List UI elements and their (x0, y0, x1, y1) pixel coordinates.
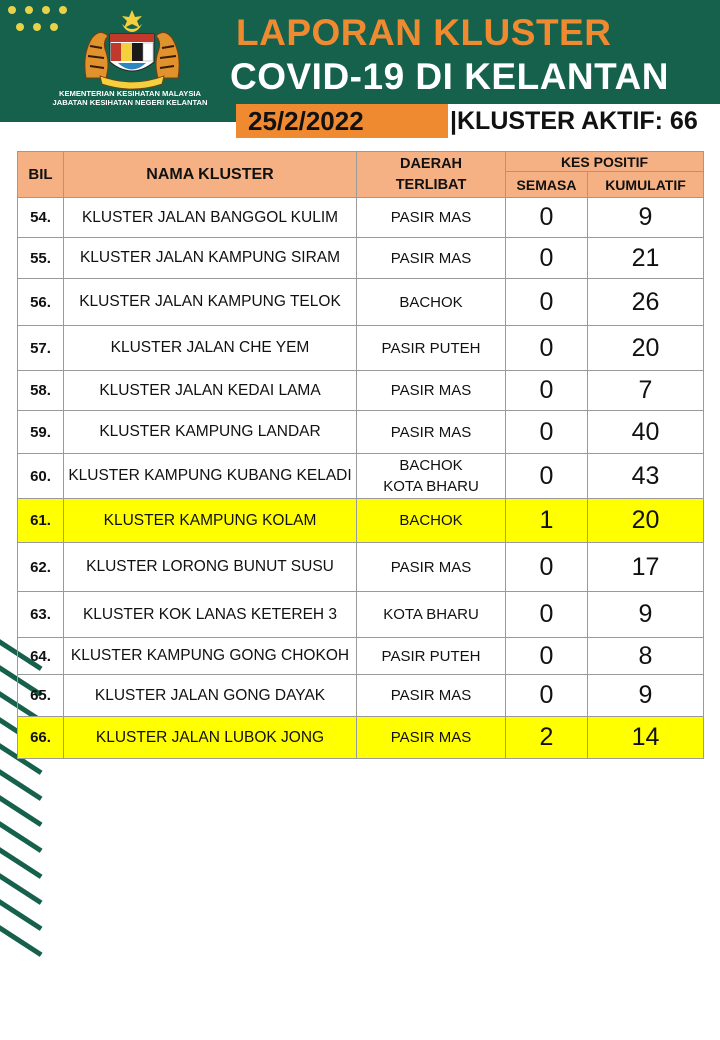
row-kumulatif: 43 (588, 454, 704, 499)
title-line-1: LAPORAN KLUSTER (236, 12, 612, 53)
table-row (18, 638, 704, 675)
row-district (357, 371, 506, 411)
row-semasa: 0 (506, 638, 588, 675)
row-semasa: 0 (506, 326, 588, 371)
row-district (357, 592, 506, 638)
row-cluster-name: KLUSTER JALAN CHE YEM (64, 326, 357, 371)
district-name: PASIR MAS (390, 249, 472, 267)
district-name: PASIR MAS (390, 558, 472, 576)
row-cluster-name: KLUSTER KAMPUNG KOLAM (64, 499, 357, 543)
row-district (357, 279, 506, 326)
row-district (357, 198, 506, 238)
district-name: PASIR MAS (390, 209, 472, 226)
row-district (357, 238, 506, 279)
agency-line-1: KEMENTERIAN KESIHATAN MALAYSIA (58, 89, 202, 98)
table-row (18, 411, 704, 454)
row-kumulatif: 9 (588, 592, 704, 638)
row-bil: 54. (18, 198, 64, 238)
row-district (357, 454, 506, 499)
row-kumulatif: 14 (588, 717, 704, 759)
row-semasa: 0 (506, 238, 588, 279)
header-daerah-line-2: TERLIBAT (395, 176, 467, 193)
title-line-2: COVID-19 DI KELANTAN (230, 56, 669, 97)
row-district (357, 675, 506, 717)
row-district (357, 717, 506, 759)
cluster-table-body (18, 198, 704, 759)
district-name: BACHOK (399, 293, 463, 311)
table-row (18, 454, 704, 499)
table-row (18, 543, 704, 592)
row-cluster-name: KLUSTER JALAN KEDAI LAMA (64, 371, 357, 411)
agency-name (30, 89, 230, 107)
row-bil: 61. (18, 499, 64, 543)
active-cluster-count: |KLUSTER AKTIF: 66 (448, 104, 720, 138)
row-kumulatif: 20 (588, 326, 704, 371)
row-bil: 60. (18, 454, 64, 499)
row-kumulatif: 26 (588, 279, 704, 326)
row-kumulatif: 40 (588, 411, 704, 454)
header-nama-kluster: NAMA KLUSTER (64, 152, 357, 198)
row-cluster-name: KLUSTER KOK LANAS KETEREH 3 (64, 592, 357, 638)
row-bil: 65. (18, 675, 64, 717)
row-bil: 55. (18, 238, 64, 279)
table-row (18, 279, 704, 326)
report-date: 25/2/2022 (236, 104, 448, 138)
table-row (18, 675, 704, 717)
district-name: PASIR PUTEH (381, 339, 481, 357)
row-cluster-name: KLUSTER KAMPUNG GONG CHOKOH (64, 638, 357, 675)
row-cluster-name: KLUSTER JALAN LUBOK JONG (64, 717, 357, 759)
table-row (18, 499, 704, 543)
row-semasa: 0 (506, 543, 588, 592)
agency-line-2: JABATAN KESIHATAN NEGERI KELANTAN (52, 98, 208, 107)
row-bil: 58. (18, 371, 64, 411)
row-bil: 63. (18, 592, 64, 638)
row-bil: 59. (18, 411, 64, 454)
row-district (357, 499, 506, 543)
row-semasa: 2 (506, 717, 588, 759)
district-name: PASIR MAS (390, 687, 472, 704)
table-row (18, 717, 704, 759)
row-bil: 57. (18, 326, 64, 371)
row-cluster-name: KLUSTER LORONG BUNUT SUSU (64, 543, 357, 592)
header-kumulatif: KUMULATIF (588, 172, 704, 198)
district-name: KOTA BHARU (383, 606, 479, 623)
row-bil: 62. (18, 543, 64, 592)
row-bil: 66. (18, 717, 64, 759)
row-kumulatif: 9 (588, 675, 704, 717)
row-semasa: 1 (506, 499, 588, 543)
table-row (18, 238, 704, 279)
district-name: BACHOK (399, 457, 463, 474)
district-name: BACHOK (399, 512, 463, 529)
row-semasa: 0 (506, 411, 588, 454)
district-name: PASIR MAS (390, 382, 472, 399)
header-semasa: SEMASA (506, 172, 588, 198)
row-kumulatif: 9 (588, 198, 704, 238)
district-name: PASIR PUTEH (381, 647, 481, 665)
row-cluster-name: KLUSTER JALAN KAMPUNG TELOK (64, 279, 357, 326)
header-daerah-line-1: DAERAH (399, 155, 463, 172)
row-cluster-name: KLUSTER JALAN BANGGOL KULIM (64, 198, 357, 238)
cluster-table (17, 151, 704, 759)
row-cluster-name: KLUSTER KAMPUNG KUBANG KELADI (64, 454, 357, 499)
row-bil: 64. (18, 638, 64, 675)
row-semasa: 0 (506, 371, 588, 411)
row-semasa: 0 (506, 454, 588, 499)
row-cluster-name: KLUSTER JALAN KAMPUNG SIRAM (64, 238, 357, 279)
header-daerah-terlibat (357, 152, 506, 198)
header-bil: BIL (18, 152, 64, 198)
district-name: KOTA BHARU (383, 478, 479, 495)
row-semasa: 0 (506, 592, 588, 638)
row-kumulatif: 17 (588, 543, 704, 592)
row-semasa: 0 (506, 675, 588, 717)
row-district (357, 411, 506, 454)
table-row (18, 371, 704, 411)
row-district (357, 543, 506, 592)
decorative-dots (8, 6, 78, 40)
header-kes-positif: KES POSITIF (506, 152, 704, 172)
row-kumulatif: 8 (588, 638, 704, 675)
district-name: PASIR MAS (390, 423, 472, 441)
row-semasa: 0 (506, 279, 588, 326)
row-semasa: 0 (506, 198, 588, 238)
table-row (18, 592, 704, 638)
row-cluster-name: KLUSTER JALAN GONG DAYAK (64, 675, 357, 717)
row-bil: 56. (18, 279, 64, 326)
table-row (18, 326, 704, 371)
row-district (357, 326, 506, 371)
table-row (18, 198, 704, 238)
malaysia-crest-logo (78, 8, 186, 92)
row-kumulatif: 21 (588, 238, 704, 279)
row-district (357, 638, 506, 675)
district-name: PASIR MAS (390, 729, 472, 746)
row-kumulatif: 7 (588, 371, 704, 411)
row-kumulatif: 20 (588, 499, 704, 543)
row-cluster-name: KLUSTER KAMPUNG LANDAR (64, 411, 357, 454)
